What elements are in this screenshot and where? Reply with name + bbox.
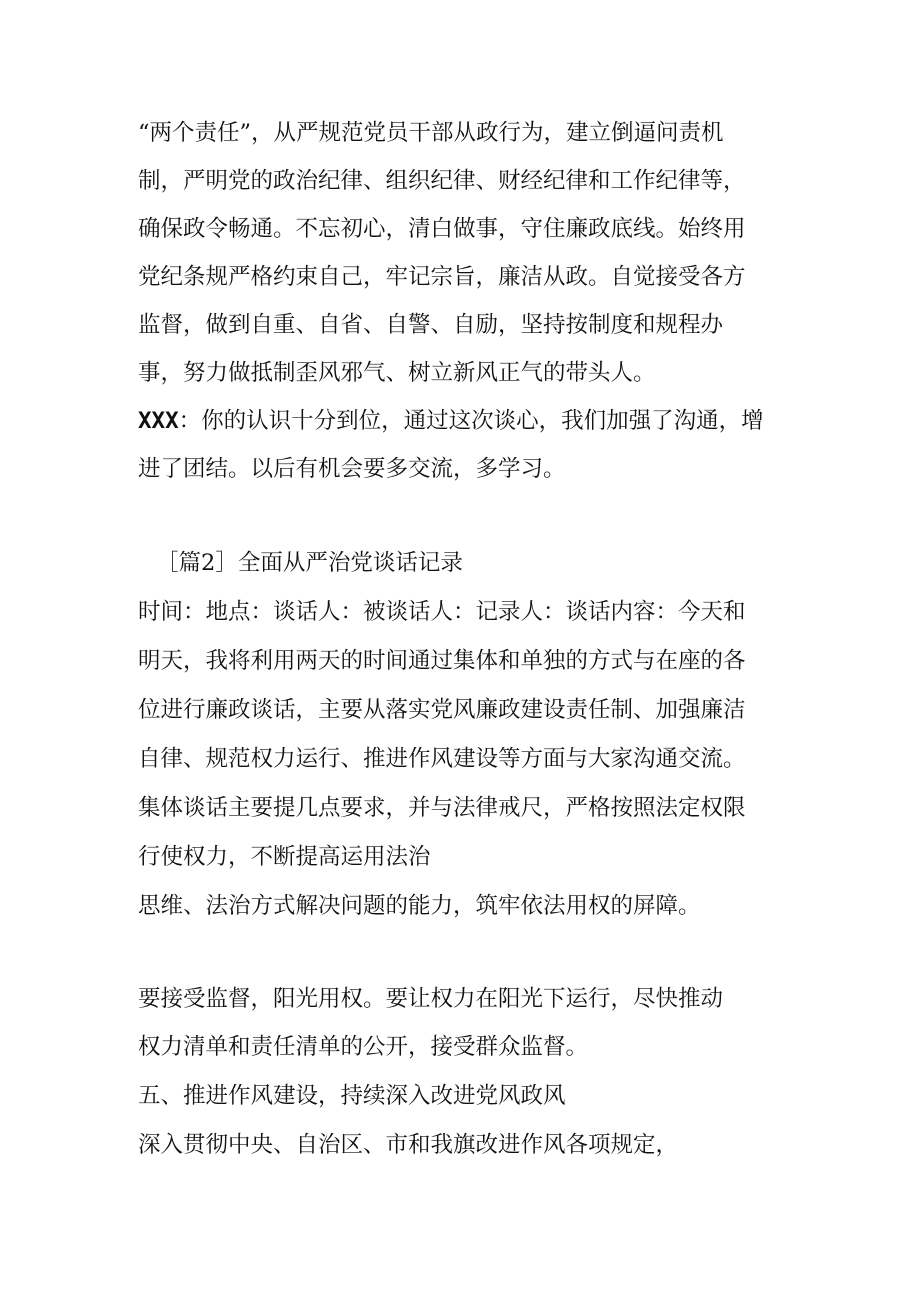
subsection-heading: 五、推进作风建设，持续深入改进党风政风 — [138, 1083, 566, 1109]
text-line: 时间：地点：谈话人：被谈话人：记录人：谈话内容：今天和 — [138, 599, 746, 625]
text-line: “两个责任”，从严规范党员干部从政行为，建立倒逼问责机 — [138, 120, 724, 146]
text-line: 自律、规范权力运行、推进作风建设等方面与大家沟通交流。 — [138, 746, 746, 772]
text-line: 事，努力做抵制歪风邪气、树立新风正气的带头人。 — [138, 360, 656, 386]
text-line: 行使权力，不断提高运用法治 — [138, 844, 431, 870]
text-line: 党纪条规严格约束自己，牢记宗旨，廉洁从政。自觉接受各方 — [138, 264, 746, 290]
text-line: 深入贯彻中央、自治区、市和我旗改进作风各项规定， — [138, 1132, 679, 1158]
text-line: 思维、法治方式解决问题的能力，筑牢依法用权的屏障。 — [138, 893, 701, 919]
text-line: 集体谈话主要提几点要求，并与法律戒尺，严格按照法定权限 — [138, 795, 746, 821]
dialogue-line — [138, 406, 764, 436]
speaker-name: XXX — [138, 408, 179, 434]
dialogue-text: ：你的认识十分到位，通过这次谈心，我们加强了沟通，增 — [178, 408, 764, 434]
text-line: 权力清单和责任清单的公开，接受群众监督。 — [138, 1034, 589, 1060]
text-line: 确保政令畅通。不忘初心，清白做事，守住廉政底线。始终用 — [138, 216, 746, 242]
text-line: 制，严明党的政治纪律、组织纪律、财经纪律和工作纪律等， — [138, 168, 746, 194]
section-heading: ［篇2］全面从严治党谈话记录 — [156, 550, 463, 576]
text-line: 位进行廉政谈话，主要从落实党风廉政建设责任制、加强廉洁 — [138, 697, 746, 723]
text-line: 要接受监督，阳光用权。要让权力在阳光下运行，尽快推动 — [138, 986, 724, 1012]
text-line: 监督，做到自重、自省、自警、自励，坚持按制度和规程办 — [138, 312, 724, 338]
text-line: 明天，我将利用两天的时间通过集体和单独的方式与在座的各 — [138, 648, 746, 674]
text-line: 进了团结。以后有机会要多交流，多学习。 — [138, 456, 566, 482]
